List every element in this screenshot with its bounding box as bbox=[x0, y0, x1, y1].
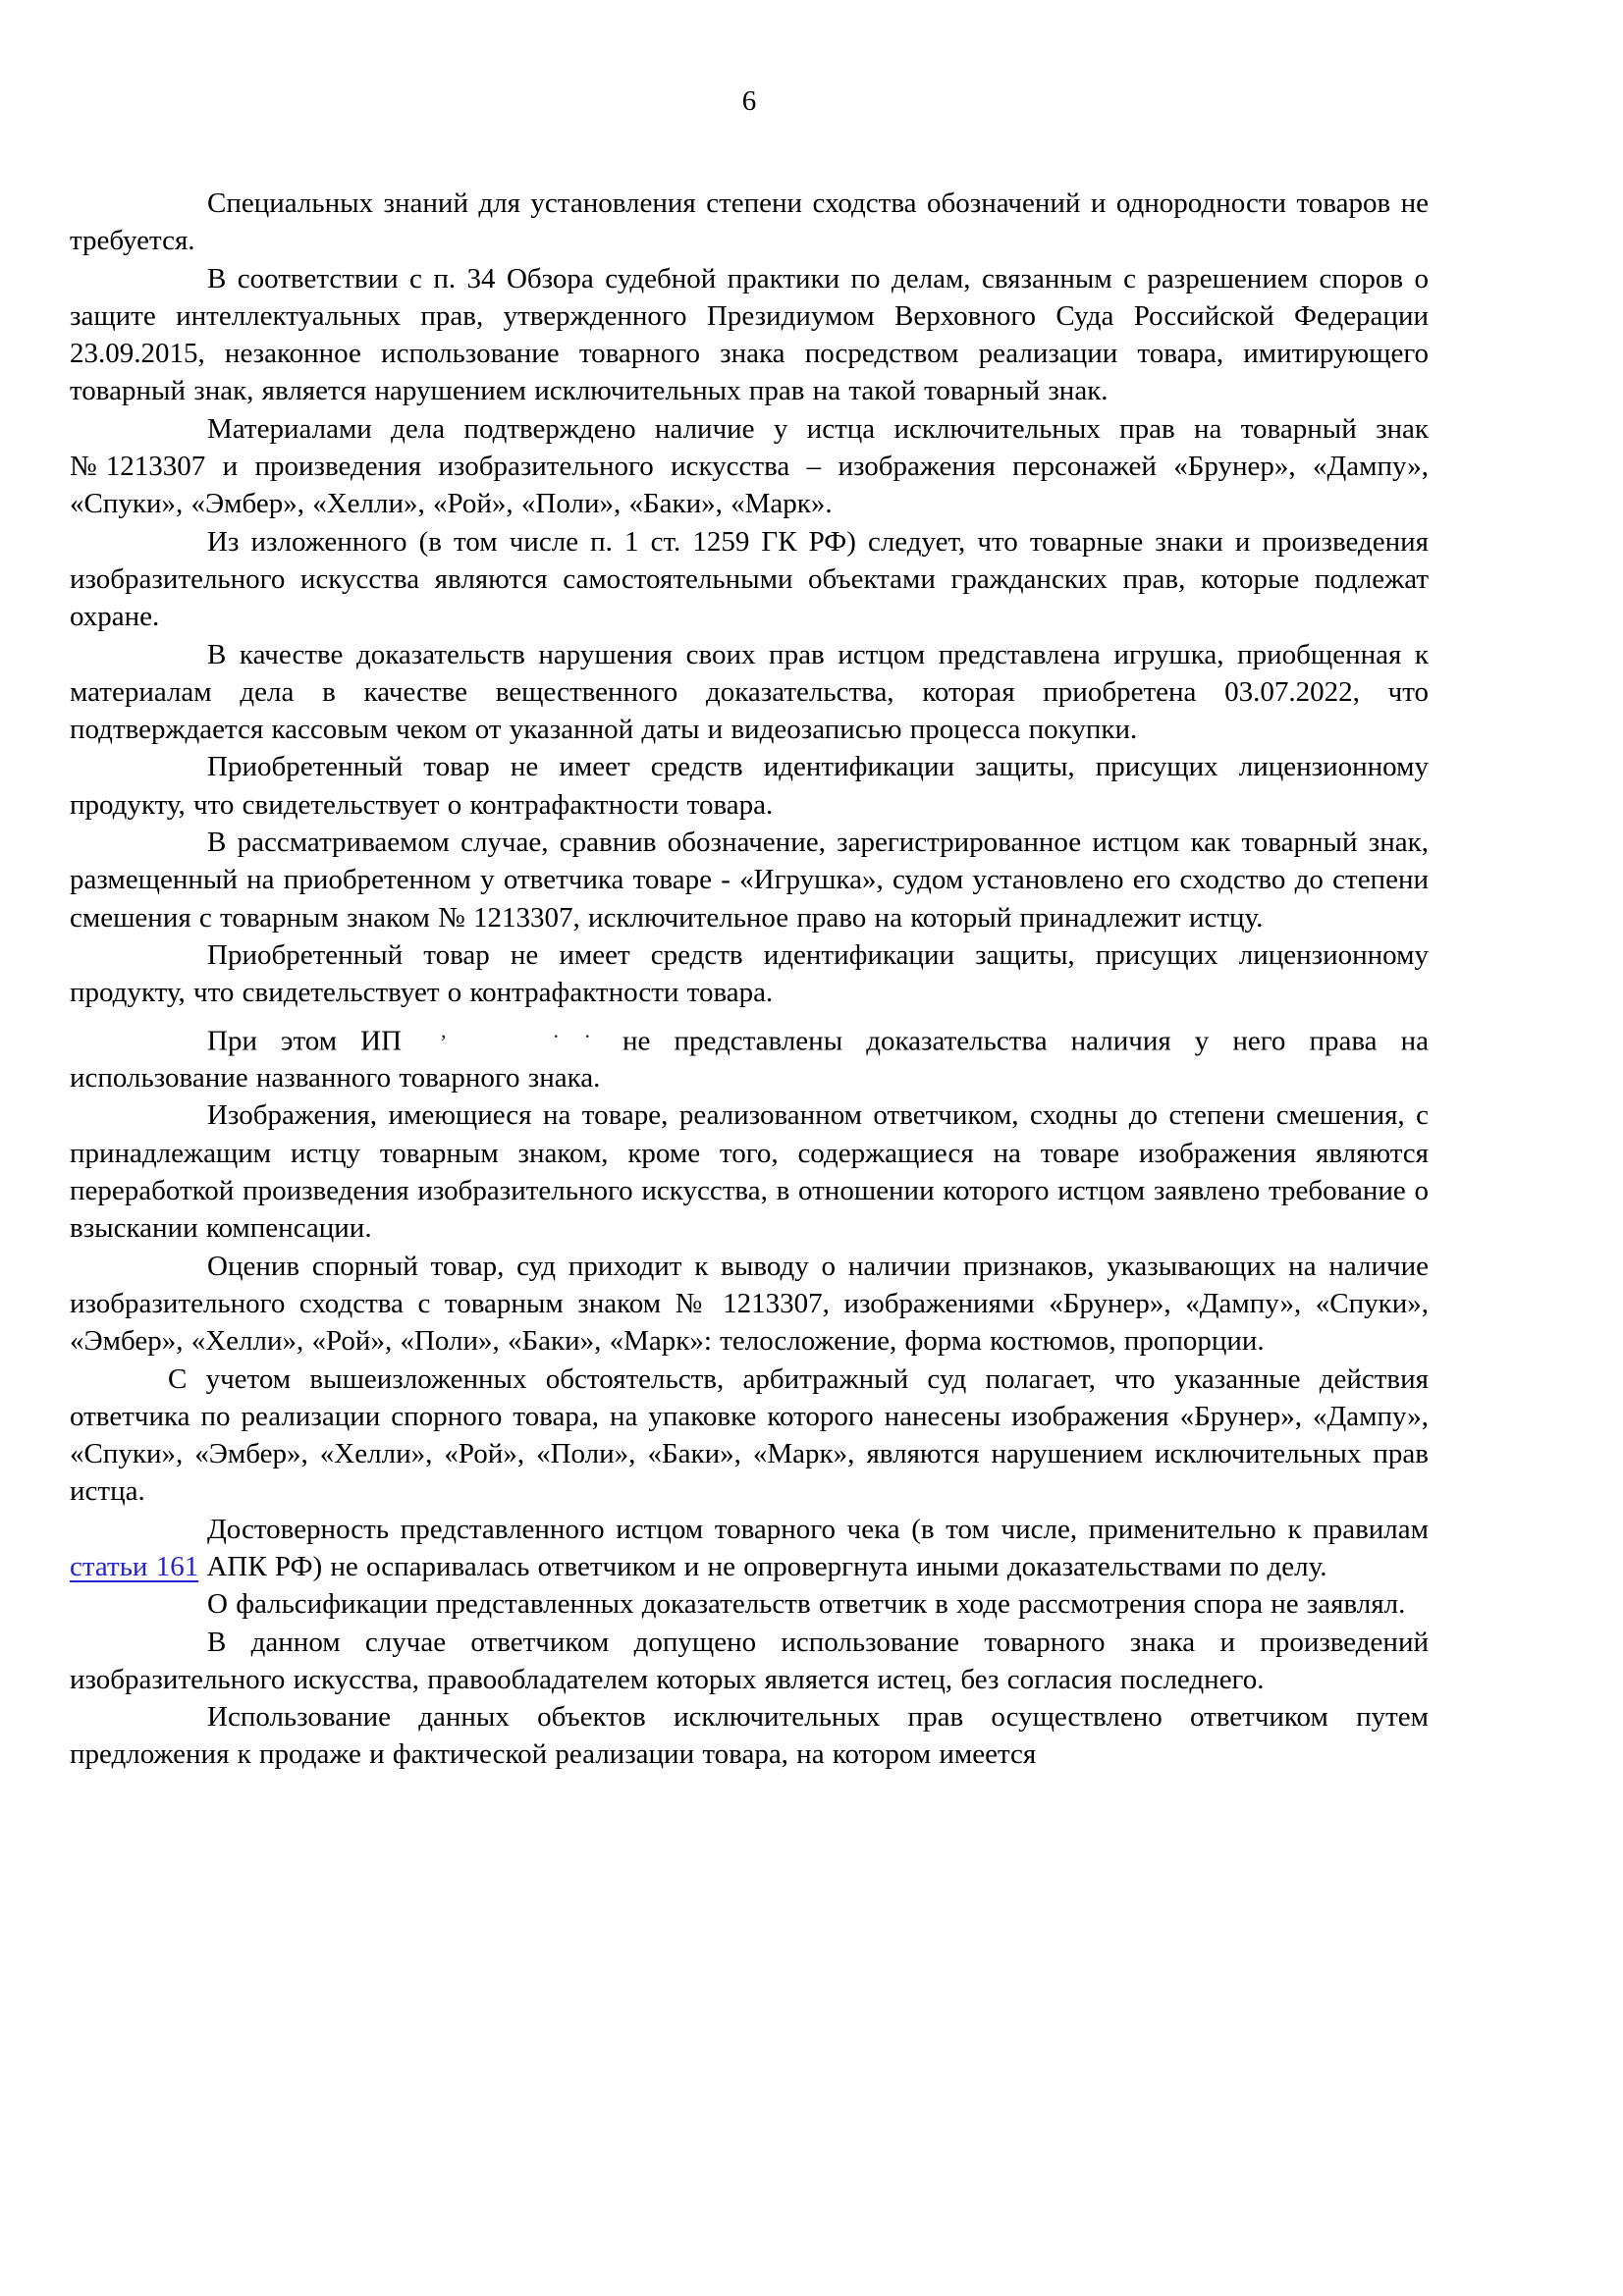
paragraph bbox=[70, 1698, 1429, 1774]
paragraph-text: Из изложенного (в том числе п. 1 ст. 1259 ГК РФ) следует, что товарные знаки и произведения изобразительного искусства являются самостоятельными объектами гражданских прав, которые подлежат охране. bbox=[70, 525, 1429, 633]
paragraph bbox=[70, 824, 1429, 936]
paragraph-text: С учетом вышеизложенных обстоятельств, арбитражный суд полагает, что указанные действия ответчика по реализации спорного товара, на упаковке которого нанесены изображения «Брунер», «Дампу», «Спуки», «Эмбер», «Хелли», «Рой», «Поли», «Баки», «Марк», являются нарушением исключительных прав истца. bbox=[70, 1362, 1429, 1508]
paragraph bbox=[70, 636, 1429, 749]
paragraph-text: Специальных знаний для установления степени сходства обозначений и однородности товаров не требуется. bbox=[70, 187, 1429, 257]
paragraph bbox=[70, 1585, 1429, 1623]
paragraph-text: Достоверность представленного истцом товарного чека (в том числе, применительно к правилам bbox=[207, 1513, 1429, 1545]
paragraph-text: В качестве доказательств нарушения своих прав истцом представлена игрушка, приобщенная к материалам дела в качестве вещественного доказательства, которая приобретена 03.07.2022, что подтверждается кассовым чеком от указанной даты и видеозаписью процесса покупки. bbox=[70, 638, 1429, 746]
paragraph-text: О фальсификации представленных доказательств ответчик в ходе рассмотрения спора не заявлял. bbox=[207, 1588, 1406, 1621]
paragraph bbox=[70, 1361, 1429, 1511]
document-body bbox=[70, 185, 1429, 1774]
paragraph-text: Приобретенный товар не имеет средств идентификации защиты, присущих лицензионному продукту, что свидетельствует о контрафактности товара. bbox=[70, 751, 1429, 821]
paragraph bbox=[70, 185, 1429, 260]
paragraph-text: Использование данных объектов исключительных прав осуществлено ответчиком путем предложения к продаже и фактической реализации товара, на котором имеется bbox=[70, 1701, 1429, 1771]
paragraph-text: В соответствии с п. 34 Обзора судебной практики по делам, связанным с разрешением споров о защите интеллектуальных прав, утвержденного Президиумом Верховного Суда Российской Федерации 23.09.2015, незаконное использование товарного знака посредством реализации товара, имитирующего товарный знак, является нарушением исключительных прав на такой товарный знак. bbox=[70, 262, 1429, 407]
statute-161-link[interactable]: статьи 161 bbox=[70, 1550, 199, 1582]
paragraph bbox=[70, 1096, 1429, 1247]
paragraph-text: АПК РФ) не оспаривалась ответчиком и не опровергнута иными доказательствами по делу. bbox=[198, 1550, 1327, 1582]
paragraph-text: В рассматриваемом случае, сравнив обозначение, зарегистрированное истцом как товарный знак, размещенный на приобретенном у ответчика товаре - «Игрушка», судом установлено его сходство до степени смешения с товарным знаком № 1213307, исключительное право на который принадлежит истцу. bbox=[70, 827, 1429, 934]
redacted-name-placeholder: , . . bbox=[441, 1017, 601, 1042]
paragraph-text: Приобретенный товар не имеет средств идентификации защиты, присущих лицензионному продукту, что свидетельствует о контрафактности товара. bbox=[70, 938, 1429, 1009]
paragraph bbox=[70, 410, 1429, 523]
paragraph bbox=[70, 936, 1429, 1012]
paragraph bbox=[70, 1511, 1429, 1586]
paragraph bbox=[70, 260, 1429, 410]
paragraph bbox=[70, 1012, 1429, 1097]
paragraph-text: В данном случае ответчиком допущено использование товарного знака и произведений изобразительного искусства, правообладателем которых является истец, без согласия последнего. bbox=[70, 1626, 1429, 1695]
paragraph-text: не представлены доказательства наличия у него права на использование названного товарного знака. bbox=[70, 1024, 1430, 1095]
paragraph-text: Материалами дела подтверждено наличие у истца исключительных прав на товарный знак №1213307 и произведения изобразительного искусства – изображения персонажей «Брунер», «Дампу», «Спуки», «Эмбер», «Хелли», «Рой», «Поли», «Баки», «Марк». bbox=[70, 412, 1429, 520]
paragraph bbox=[70, 1624, 1429, 1699]
paragraph-text: При этом ИП bbox=[207, 1024, 403, 1056]
paragraph-text: Оценив спорный товар, суд приходит к выводу о наличии признаков, указывающих на наличие изобразительного сходства с товарным знаком № 1213307, изображениями «Брунер», «Дампу», «Спуки», «Эмбер», «Хелли», «Рой», «Поли», «Баки», «Марк»: телосложение, форма костюмов, пропорции. bbox=[70, 1250, 1429, 1358]
paragraph bbox=[70, 748, 1429, 824]
paragraph-text: Изображения, имеющиеся на товаре, реализованном ответчиком, сходны до степени смешения, с принадлежащим истцу товарным знаком, кроме того, содержащиеся на товаре изображения являются переработкой произведения изобразительного искусства, в отношении которого истцом заявлено требование о взыскании компенсации. bbox=[70, 1099, 1429, 1245]
page-number: 6 bbox=[741, 85, 757, 117]
paragraph bbox=[70, 523, 1429, 636]
paragraph bbox=[70, 1248, 1429, 1361]
